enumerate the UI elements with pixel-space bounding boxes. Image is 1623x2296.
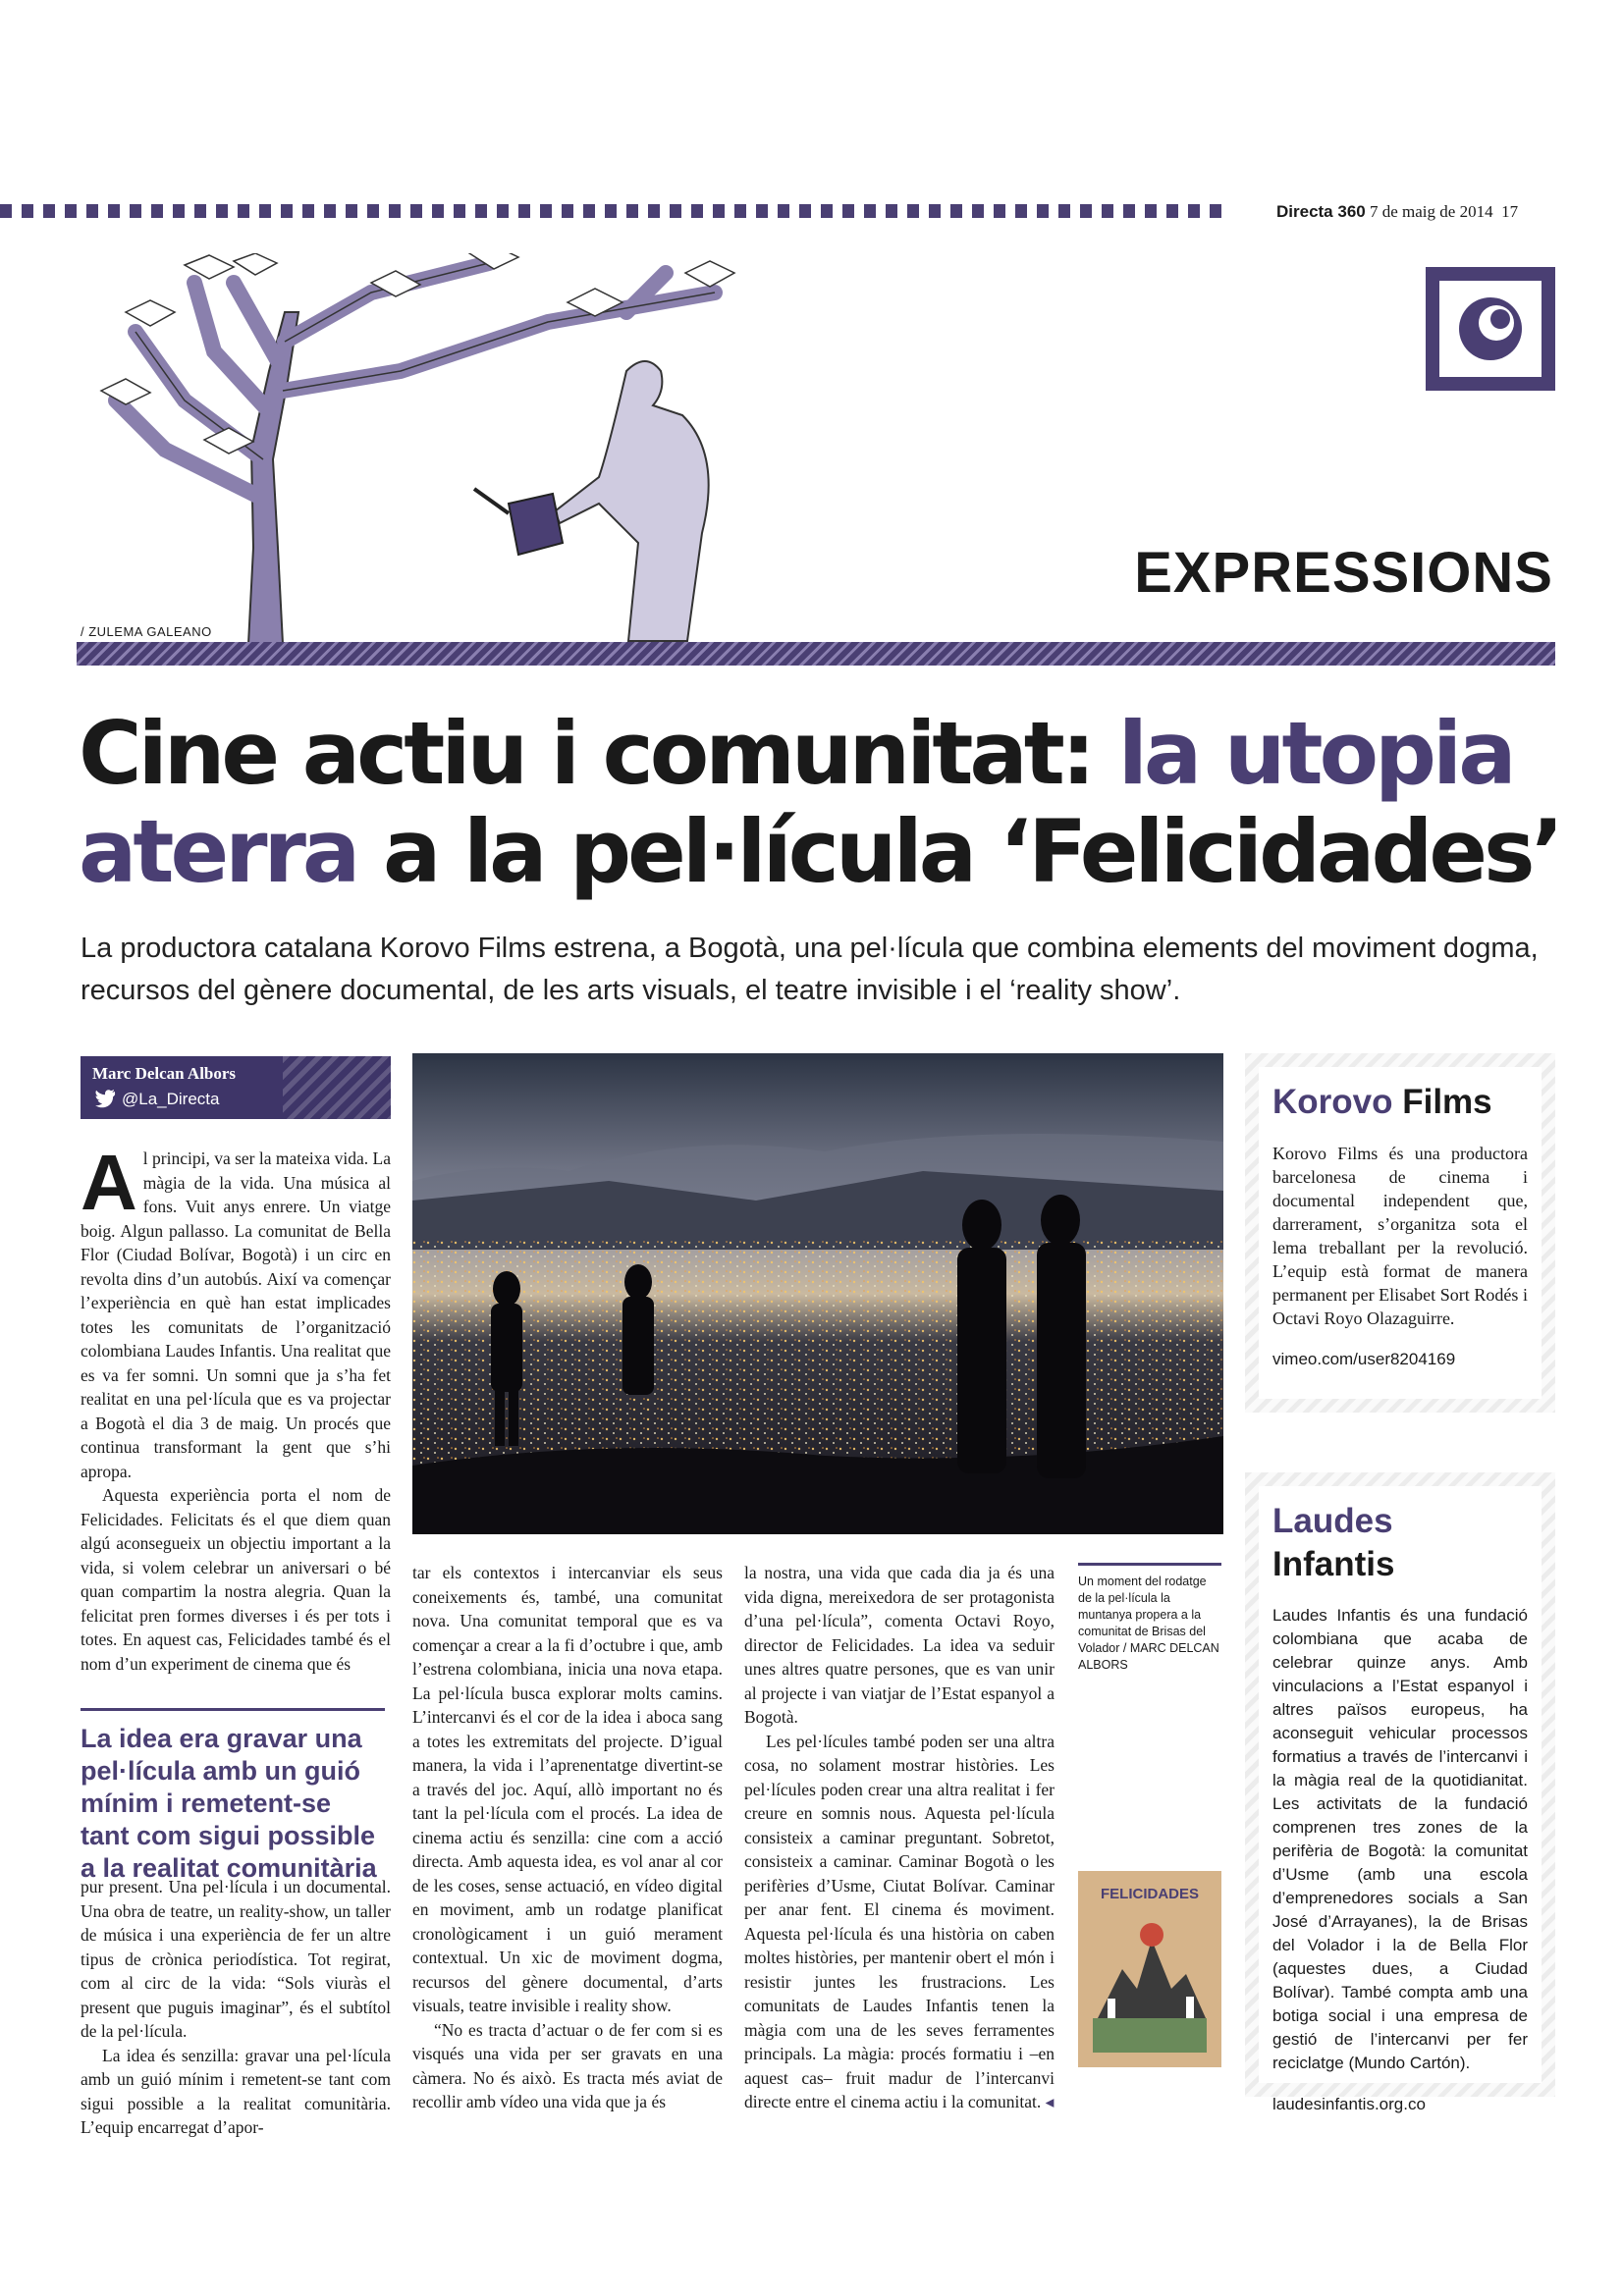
header-dotted-rule bbox=[0, 204, 1222, 218]
headline-part-1: Cine actiu i comunitat: bbox=[79, 703, 1118, 804]
section-label: EXPRESSIONS bbox=[1134, 541, 1553, 605]
author-twitter-handle: @La_Directa bbox=[122, 1090, 220, 1108]
headline-highlight: la utopia aterra bbox=[79, 703, 1513, 902]
tree-illustration bbox=[77, 253, 1088, 644]
sidebar-title: Korovo Films bbox=[1272, 1083, 1492, 1121]
pull-quote: La idea era gravar una pel·lícula amb un guió mínim i remetent-se tant com sigui possible a la realitat comunitària bbox=[81, 1708, 385, 1885]
twitter-icon bbox=[92, 1090, 116, 1109]
author-name: Marc Delcan Albors bbox=[92, 1064, 237, 1083]
article-paragraph: tar els contextos i intercanviar els seus coneixements és, també, una comunitat nova. Una comunitat temporal que es va començar a crear a la fi d’octubre i que, amb l’estrena colombiana, inicia una nova etapa. La pel·lícula busca explorar molts camins. L’intercanvi és el cor de la idea i aboca sang a totes les extremitats del projecte. D’igual manera, la vida i l’aprenentatge divertint-se a través del joc. Aquí, allò important no és tant la pel·lícula com el procés. La idea de cinema actiu és senzilla: cine com a acció directa. Amb aquesta idea, es vol anar al cor de les coses, sense actuació, en vídeo digital en moviment, amb un rodatge planificat cronològicament i un guió merament contextual. Un xic de moviment dogma, recursos del gènere documental, d’arts visuals, teatre invisible i reality show. bbox=[412, 1563, 723, 2015]
section-logo bbox=[1426, 267, 1555, 391]
drop-cap: A bbox=[81, 1139, 137, 1226]
illustration-credit: / ZULEMA GALEANO bbox=[81, 624, 212, 639]
sidebar-text: Laudes Infantis és una fundació colombiana que acaba de celebrar quinze anys. Amb vinculacions a l’Estat espanyol i altres països europeus, ha aconseguit vehicular processos formatius a través de l’intercanvi i la màgia real de la quotidianitat. Les activitats de la fundació comprenen tres zones de la perifèria de Bogotà: la comunitat d’Usme (amb una escola d’emprenedores socials a San José d’Arrayanes), la de Brisas del Volador i la de Bella Flor (aquestes dues, a Ciudad Bolívar). També compta amb una botiga social i una empresa de gestió de l’intercanvi per fer reciclatge (Mundo Cartón). bbox=[1272, 1606, 1528, 2072]
article-column-1-continued bbox=[81, 1875, 391, 2140]
main-photo bbox=[412, 1053, 1223, 1534]
article-column-3 bbox=[744, 1561, 1055, 2114]
headline-part-3: a la pel·lícula ‘Felicidades’ bbox=[356, 801, 1560, 902]
headline bbox=[79, 705, 1561, 901]
sidebar-text: Korovo Films és una productora barcelonesa de cinema i documental independent que, darrerament, s’organitza sota el lema treballant per la revolució. L’equip està format de manera permanent per Elisabet Sort Rodés i Octavi Royo Olazaguirre. bbox=[1272, 1144, 1528, 1328]
end-mark-icon: ◂ bbox=[1045, 2092, 1055, 2111]
article-paragraph: “No es tracta d’actuar o de fer com si es visqués una vida per ser gravats en una càmera. No és això. Es tracta més aviat de recollir amb vídeo una vida que ja és bbox=[412, 2019, 723, 2111]
photo-caption: Un moment del rodatge de la pel·lícula la muntanya propera a la comunitat de Brisas del Volador / MARC DELCAN ALBORS bbox=[1078, 1563, 1221, 1674]
article-paragraph: Al principi, va ser la mateixa vida. La màgia de la vida. Una música al fons. Vuit anys enrere. Un viatge boig. Algun pallasso. La comunitat de Bella Flor (Ciudad Bolívar, Bogotà) i un circ en revolta dins d’un autobús. Així va començar l’experiència en què han estat implicades totes les comunitats de l’organització colombiana Laudes Infantis. Una realitat que es va fer somni. Un somni que ja s’ha fet realitat en una pel·lícula que es va projectar a Bogotà el dia 3 de maig. Un procés que continua transformant la gent que s’hi apropa. bbox=[81, 1139, 391, 1481]
issue-date: 7 de maig de 2014 bbox=[1369, 202, 1493, 221]
article-paragraph: Les pel·lícules també poden ser una altra cosa, no solament mostrar històries. Les pel·lícules poden crear una altra realitat i fer creure en somnis nous. Aquesta pel·lícula consisteix a caminar preguntant. Sobretot, consisteix a caminar. Caminar Bogotà o les perifèries d’Usme, Ciutat Bolívar. Caminar per anar fent. El cinema és moviment. Aquesta pel·lícula és una història on caben moltes històries, per mantenir obert el món i resistir juntes les frustracions. Les comunitats de Laudes Infantis tenen la màgia com una de les seves ferramentes principals. La màgia: procés formatiu i –en aquest cas– fruit madur de l’intercanvi directe entre el cinema actiu i la comunitat. ◂ bbox=[744, 1731, 1055, 2111]
poster-title: FELICIDADES bbox=[1100, 1886, 1200, 1902]
page-header bbox=[1276, 202, 1518, 222]
article-paragraph: pur present. Una pel·lícula i un documental. Una obra de teatre, un reality-show, un taller de música i una experiència de fer un altre tipus de crònica periodística. Tot regirat, com al circ de la vida: “Sols viuràs el present que puguis imaginar”, és el subtítol de la pel·lícula. bbox=[81, 1877, 391, 2041]
publication-name: Directa 360 bbox=[1276, 202, 1366, 221]
page-number: 17 bbox=[1501, 202, 1519, 221]
film-poster bbox=[1078, 1871, 1221, 2067]
sidebar-link[interactable]: laudesinfantis.org.co bbox=[1272, 2095, 1426, 2113]
sidebar-title: Laudes Infantis bbox=[1272, 1502, 1395, 1583]
sidebar-korovo-films bbox=[1245, 1053, 1555, 1413]
sidebar-link[interactable]: vimeo.com/user8204169 bbox=[1272, 1350, 1456, 1368]
byline-box bbox=[81, 1056, 391, 1119]
standfirst: La productora catalana Korovo Films estrena, a Bogotà, una pel·lícula que combina elements del moviment dogma, recursos del gènere documental, de les arts visuals, el teatre invisible i el ‘reality show’. bbox=[81, 933, 1539, 1006]
article-paragraph: Aquesta experiència porta el nom de Felicidades. Felicitats és el que diem quan algú aconsegueix un objectiu important a la vida, si volem celebrar un aniversari o bé quan compartim la nostra alegria. Quan la felicitat pren formes diverses i és per tots i totes. En aquest cas, Felicidades també és el nom d’un experiment de cinema que és bbox=[81, 1485, 391, 1674]
article-paragraph: la nostra, una vida que cada dia ja és una vida digna, mereixedora de ser protagonista d’una pel·lícula”, comenta Octavi Royo, director de Felicidades. La idea va seduir unes altres quatre persones, que es van unir al projecte i van viatjar de l’Estat espanyol a Bogotà. bbox=[744, 1563, 1055, 1727]
article-paragraph: La idea és senzilla: gravar una pel·lícula amb un guió mínim i remetent-se tant com sigui possible a la realitat comunitària. L’equip encarregat d’apor- bbox=[81, 2045, 391, 2137]
article-column-2 bbox=[412, 1561, 723, 2114]
article-column-1 bbox=[81, 1139, 391, 1676]
section-stripe bbox=[77, 642, 1555, 666]
sidebar-laudes-infantis bbox=[1245, 1472, 1555, 2113]
